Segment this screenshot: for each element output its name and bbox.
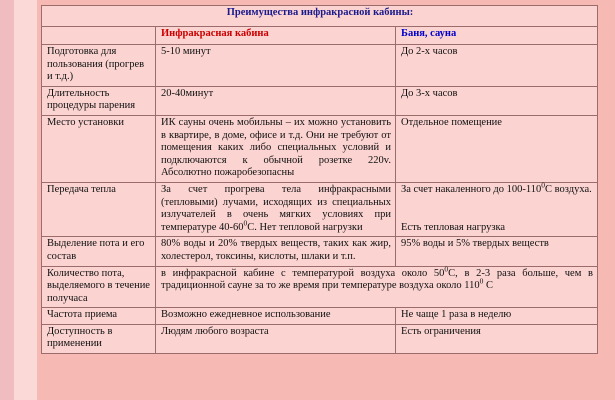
row-label-preparation: Подготовка для пользования (прогрев и т.д.) (42, 45, 156, 87)
degree-superscript: 0 (444, 264, 449, 273)
row-label-availability: Доступность в применении (42, 324, 156, 353)
row-value-preparation-sauna: До 2-х часов (396, 45, 598, 87)
row-value-availability-infrared: Людям любого возраста (156, 324, 396, 353)
row-label-placement: Место установки (42, 115, 156, 182)
row-value-preparation-infrared: 5-10 минут (156, 45, 396, 87)
table-header-row (42, 27, 598, 45)
page-left-margin-inner-band (14, 0, 37, 400)
row-value-availability-sauna: Есть ограничения (396, 324, 598, 353)
blank-line (401, 197, 593, 210)
comparison-table-wrapper (41, 5, 597, 354)
heat-transfer-sauna-line1 (401, 180, 593, 197)
row-label-heat-transfer: Передача тепла (42, 182, 156, 236)
table-row (42, 86, 598, 115)
page-title: Преимущества инфракрасной кабины: (226, 7, 414, 18)
row-value-sweat-amount-merged (156, 266, 598, 308)
table-row (42, 237, 598, 266)
table-title-row (42, 6, 598, 27)
row-label-sweat-amount: Количество пота, выделяемого в течение получаса (42, 266, 156, 308)
row-value-sweat-composition-infrared: 80% воды и 20% твердых веществ, таких как жир, холестерол, токсины, кислоты, шлаки и т.п. (156, 237, 396, 266)
row-value-duration-infrared: 20-40минут (156, 86, 396, 115)
sweat-amount-text-2: С, в 2-3 раза больше, чем в традиционной сауне за то же время при температуре воздуха около 110 (161, 267, 594, 292)
table-title-cell (42, 6, 598, 27)
table-row (42, 324, 598, 353)
page-left-margin-band (0, 0, 14, 400)
table-row-merged (42, 266, 598, 308)
comparison-table (41, 5, 598, 354)
table-row (42, 45, 598, 87)
row-value-frequency-sauna: Не чаще 1 раза в неделю (396, 308, 598, 325)
heat-transfer-sauna-extra: Есть тепловая нагрузка (401, 221, 506, 233)
table-row (42, 182, 598, 236)
degree-superscript: 0 (541, 180, 546, 190)
row-value-placement-infrared: ИК сауны очень мобильны – их можно установить в квартире, в доме, офисе и т.д. Они не требуют от помещения каких либо специальных условий и подключаются к обычной розетке 220v. Абсолютно пожаробезопасны (156, 115, 396, 182)
header-cell-banya-sauna: Баня, сауна (396, 27, 598, 45)
header-cell-blank (42, 27, 156, 45)
table-row (42, 308, 598, 325)
row-value-heat-transfer-sauna (396, 182, 598, 236)
degree-superscript: 0 (243, 218, 248, 228)
heat-transfer-sauna-text-1: За счет накаленного до 100-110 (401, 183, 542, 195)
row-value-heat-transfer-infrared (156, 182, 396, 236)
row-value-placement-sauna: Отдельное помещение (396, 115, 598, 182)
row-label-duration: Длительность процедуры парения (42, 86, 156, 115)
degree-superscript: 0 (479, 276, 484, 286)
header-cell-infrared-cabin: Инфракрасная кабина (156, 27, 396, 45)
row-value-duration-sauna: До 3-х часов (396, 86, 598, 115)
row-label-frequency: Частота приема (42, 308, 156, 325)
row-label-sweat-composition: Выделение пота и его состав (42, 237, 156, 266)
sweat-amount-text-3: С (483, 280, 494, 292)
row-value-frequency-infrared: Возможно ежедневное использование (156, 308, 396, 325)
heat-transfer-ik-text-2: С. Нет тепловой нагрузки (247, 221, 363, 233)
heat-transfer-ik-text-1: За счет прогрева тела инфракрасными (тепловыми) лучами, исходящих из специальных излучателей в очень мягких условиях при температуре 40-60 (161, 183, 391, 233)
row-value-sweat-composition-sauna: 95% воды и 5% твердых веществ (396, 237, 598, 266)
blank-line (401, 209, 593, 222)
table-row (42, 115, 598, 182)
heat-transfer-sauna-text-2: С воздуха. (545, 183, 592, 195)
sweat-amount-text-1: в инфракрасной кабине с температурой воздуха около 50 (161, 267, 445, 279)
